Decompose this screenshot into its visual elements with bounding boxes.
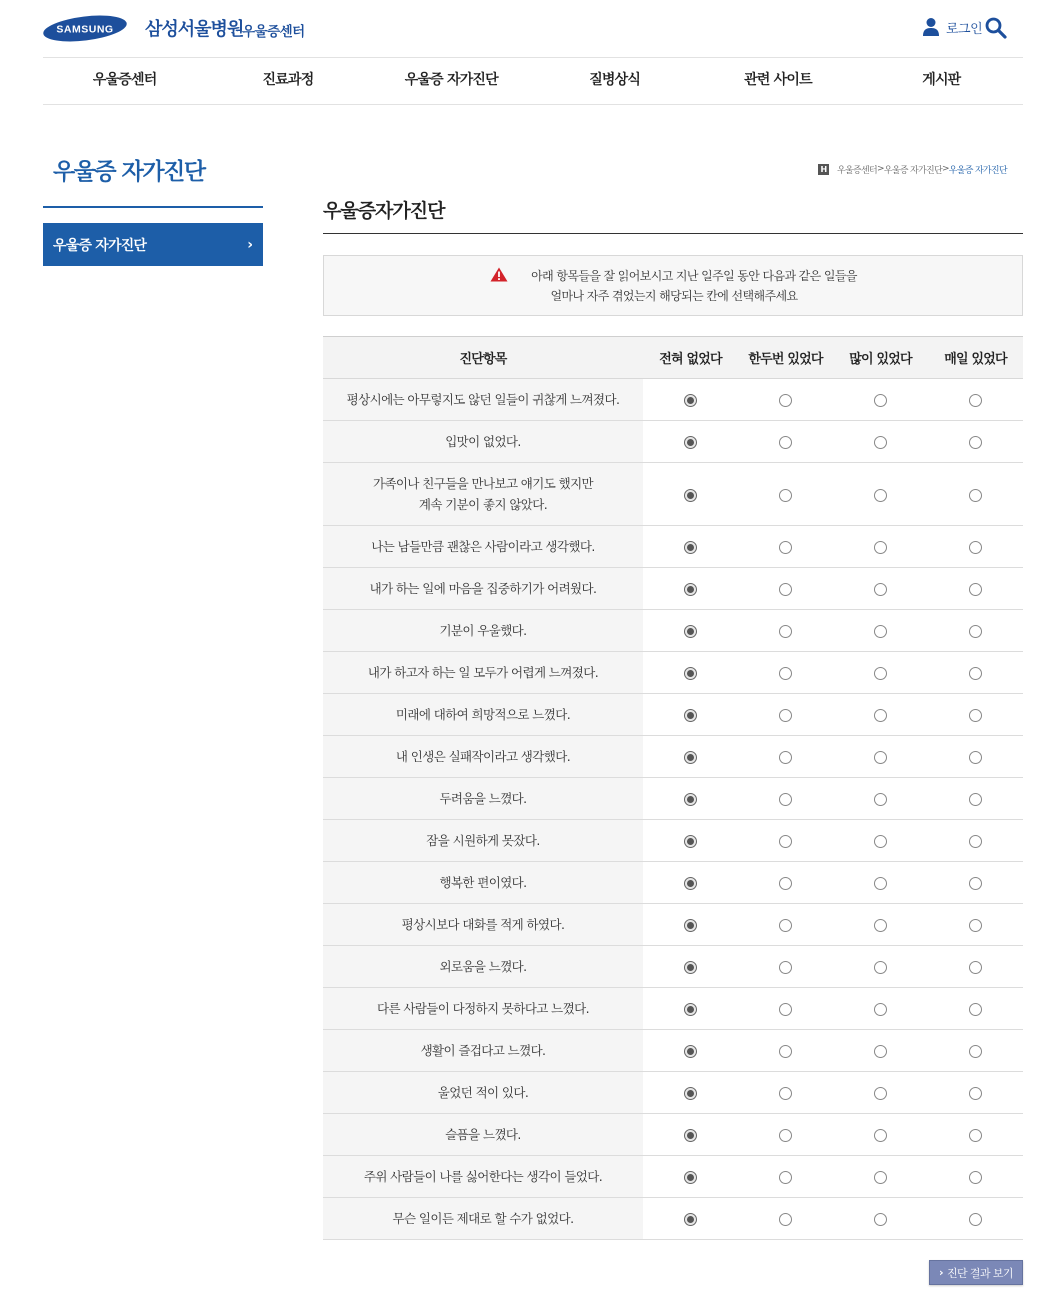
login-label: 로그인 — [946, 21, 983, 37]
user-icon — [922, 17, 940, 37]
column-header-every-day: 매일 있었다 — [928, 337, 1023, 379]
answer-cell — [738, 421, 833, 463]
answer-cell — [643, 1072, 738, 1114]
answer-cell — [738, 820, 833, 862]
answer-radio[interactable] — [684, 919, 697, 932]
answer-cell — [643, 946, 738, 988]
table-row — [323, 1156, 1023, 1198]
answer-radio[interactable] — [684, 877, 697, 890]
answer-cell — [928, 904, 1023, 946]
answer-radio[interactable] — [969, 877, 982, 890]
column-header-once-or-twice: 한두번 있었다 — [738, 337, 833, 379]
answer-cell — [643, 1030, 738, 1072]
answer-radio[interactable] — [779, 961, 792, 974]
answer-radio[interactable] — [874, 1003, 887, 1016]
answer-radio[interactable] — [779, 1087, 792, 1100]
answer-cell — [833, 778, 928, 820]
answer-radio[interactable] — [684, 1129, 697, 1142]
answer-cell — [643, 568, 738, 610]
answer-radio[interactable] — [874, 709, 887, 722]
answer-radio[interactable] — [779, 394, 792, 407]
answer-cell — [643, 988, 738, 1030]
answer-radio[interactable] — [684, 1045, 697, 1058]
answer-cell — [738, 1198, 833, 1240]
nav-self-diagnosis[interactable]: 우울증 자가진단 — [404, 72, 498, 88]
question-text: 슬픔을 느꼈다. — [445, 1127, 521, 1142]
breadcrumb-current: 우울증 자가진단 — [948, 165, 1007, 176]
table-row — [323, 463, 1023, 526]
answer-cell — [833, 1030, 928, 1072]
answer-radio[interactable] — [779, 667, 792, 680]
question-cell — [323, 610, 643, 652]
question-cell — [323, 1114, 643, 1156]
answer-cell — [833, 820, 928, 862]
sidebar-title: 우울증 자가진단 — [53, 159, 205, 185]
answer-radio[interactable] — [684, 1087, 697, 1100]
question-text-continued: 계속 기분이 좋지 않았다. — [418, 497, 548, 512]
answer-cell — [643, 379, 738, 421]
answer-cell — [738, 379, 833, 421]
answer-radio[interactable] — [684, 436, 697, 449]
answer-cell — [928, 988, 1023, 1030]
answer-cell — [738, 988, 833, 1030]
answer-radio[interactable] — [874, 877, 887, 890]
answer-cell — [738, 1114, 833, 1156]
question-text: 내 인생은 실패작이라고 생각했다. — [395, 749, 571, 764]
answer-radio[interactable] — [874, 1129, 887, 1142]
answer-cell — [738, 946, 833, 988]
question-cell — [323, 1198, 643, 1240]
answer-cell — [928, 820, 1023, 862]
question-text: 무슨 일이든 제대로 할 수가 없었다. — [392, 1211, 574, 1226]
answer-cell — [928, 1114, 1023, 1156]
answer-radio[interactable] — [969, 1003, 982, 1016]
answer-radio[interactable] — [874, 583, 887, 596]
answer-radio[interactable] — [969, 709, 982, 722]
answer-cell — [738, 652, 833, 694]
instruction-box — [323, 255, 1023, 316]
answer-cell — [833, 652, 928, 694]
question-cell — [323, 568, 643, 610]
question-text: 잠을 시원하게 못잤다. — [426, 833, 540, 848]
answer-radio[interactable] — [969, 1087, 982, 1100]
home-icon[interactable]: H — [818, 164, 829, 175]
answer-cell — [643, 463, 738, 526]
question-text: 평상시에는 아무렇지도 않던 일들이 귀찮게 느껴졌다. — [346, 392, 620, 407]
answer-radio[interactable] — [684, 489, 697, 502]
answer-cell — [928, 1072, 1023, 1114]
question-cell — [323, 946, 643, 988]
table-row — [323, 694, 1023, 736]
answer-cell — [738, 904, 833, 946]
question-text: 다른 사람들이 다정하지 못하다고 느꼈다. — [377, 1001, 589, 1016]
answer-cell — [833, 694, 928, 736]
answer-cell — [643, 778, 738, 820]
answer-radio[interactable] — [779, 541, 792, 554]
table-row — [323, 1030, 1023, 1072]
answer-radio[interactable] — [874, 793, 887, 806]
answer-radio[interactable] — [779, 1003, 792, 1016]
answer-cell — [643, 736, 738, 778]
answer-radio[interactable] — [684, 583, 697, 596]
answer-cell — [833, 862, 928, 904]
answer-radio[interactable] — [874, 394, 887, 407]
answer-cell — [833, 568, 928, 610]
question-text: 행복한 편이였다. — [439, 875, 527, 890]
answer-radio[interactable] — [874, 919, 887, 932]
question-cell — [323, 862, 643, 904]
answer-radio[interactable] — [874, 489, 887, 502]
answer-radio[interactable] — [684, 541, 697, 554]
answer-cell — [738, 1072, 833, 1114]
answer-radio[interactable] — [969, 1171, 982, 1184]
answer-radio[interactable] — [969, 751, 982, 764]
answer-cell — [928, 1030, 1023, 1072]
answer-cell — [738, 463, 833, 526]
question-text: 나는 남들만큼 괜찮은 사람이라고 생각했다. — [371, 539, 595, 554]
answer-cell — [928, 652, 1023, 694]
answer-radio[interactable] — [684, 709, 697, 722]
answer-cell — [928, 379, 1023, 421]
column-header-often: 많이 있었다 — [833, 337, 928, 379]
breadcrumb-separator: > — [941, 164, 949, 174]
answer-cell — [833, 1198, 928, 1240]
breadcrumb-separator: > — [876, 164, 884, 174]
table-row — [323, 526, 1023, 568]
answer-radio[interactable] — [779, 625, 792, 638]
question-cell — [323, 1072, 643, 1114]
question-text: 생활이 즐겁다고 느꼈다. — [420, 1043, 546, 1058]
question-text: 외로움을 느꼈다. — [439, 959, 527, 974]
answer-radio[interactable] — [969, 1213, 982, 1226]
answer-radio[interactable] — [779, 835, 792, 848]
answer-cell — [928, 463, 1023, 526]
table-row — [323, 820, 1023, 862]
answer-radio[interactable] — [779, 1129, 792, 1142]
question-cell — [323, 904, 643, 946]
answer-radio[interactable] — [969, 793, 982, 806]
answer-radio[interactable] — [684, 793, 697, 806]
question-cell — [323, 463, 643, 526]
answer-cell — [738, 1030, 833, 1072]
instruction-line-2: 얼마나 자주 겪었는지 해당되는 칸에 선택해주세요 — [550, 289, 798, 303]
question-cell — [323, 421, 643, 463]
answer-cell — [928, 778, 1023, 820]
question-text: 기분이 우울했다. — [439, 623, 527, 638]
answer-radio[interactable] — [874, 625, 887, 638]
answer-cell — [643, 1198, 738, 1240]
hospital-name[interactable]: 삼성서울병원 — [145, 19, 244, 40]
answer-radio[interactable] — [874, 436, 887, 449]
answer-radio[interactable] — [874, 1087, 887, 1100]
answer-radio[interactable] — [874, 1213, 887, 1226]
answer-radio[interactable] — [684, 751, 697, 764]
center-name[interactable]: 우울증센터 — [242, 24, 305, 40]
answer-radio[interactable] — [684, 835, 697, 848]
answer-radio[interactable] — [874, 751, 887, 764]
nav-treatment-process[interactable]: 진료과정 — [262, 72, 314, 88]
answer-cell — [643, 904, 738, 946]
table-row — [323, 421, 1023, 463]
answer-radio[interactable] — [779, 1213, 792, 1226]
nav-disease-info[interactable]: 질병상식 — [589, 72, 641, 88]
question-cell — [323, 652, 643, 694]
answer-radio[interactable] — [969, 835, 982, 848]
answer-radio[interactable] — [684, 667, 697, 680]
table-row — [323, 778, 1023, 820]
sidebar-divider — [43, 206, 263, 208]
breadcrumb — [818, 162, 1024, 176]
answer-cell — [928, 862, 1023, 904]
answer-radio[interactable] — [874, 1045, 887, 1058]
table-row — [323, 1072, 1023, 1114]
answer-cell — [833, 946, 928, 988]
question-text: 울었던 적이 있다. — [437, 1085, 529, 1100]
table-row — [323, 610, 1023, 652]
answer-cell — [643, 820, 738, 862]
answer-cell — [643, 610, 738, 652]
table-row — [323, 988, 1023, 1030]
answer-radio[interactable] — [779, 751, 792, 764]
answer-radio[interactable] — [874, 961, 887, 974]
question-cell — [323, 820, 643, 862]
answer-radio[interactable] — [969, 436, 982, 449]
answer-cell — [928, 526, 1023, 568]
answer-radio[interactable] — [874, 667, 887, 680]
answer-radio[interactable] — [969, 625, 982, 638]
answer-radio[interactable] — [779, 436, 792, 449]
answer-radio[interactable] — [874, 1171, 887, 1184]
column-header-item: 진단항목 — [323, 337, 643, 379]
view-result-button[interactable] — [929, 1260, 1023, 1285]
answer-cell — [833, 421, 928, 463]
answer-radio[interactable] — [684, 1213, 697, 1226]
sidebar-item-self-diagnosis[interactable] — [43, 223, 263, 266]
answer-cell — [738, 694, 833, 736]
diagnosis-table — [323, 336, 1023, 1240]
chevron-right-icon: › — [939, 1266, 943, 1279]
answer-cell — [928, 421, 1023, 463]
page-title: 우울증자가진단 — [323, 200, 445, 222]
answer-radio[interactable] — [969, 489, 982, 502]
answer-cell — [928, 736, 1023, 778]
answer-cell — [643, 526, 738, 568]
answer-cell — [928, 946, 1023, 988]
table-row — [323, 379, 1023, 421]
answer-cell — [833, 904, 928, 946]
table-row — [323, 736, 1023, 778]
answer-cell — [738, 1156, 833, 1198]
answer-radio[interactable] — [969, 541, 982, 554]
answer-cell — [738, 610, 833, 652]
table-row — [323, 1198, 1023, 1240]
question-cell — [323, 694, 643, 736]
answer-radio[interactable] — [684, 625, 697, 638]
answer-radio[interactable] — [969, 1045, 982, 1058]
answer-radio[interactable] — [969, 1129, 982, 1142]
answer-radio[interactable] — [969, 394, 982, 407]
answer-cell — [833, 463, 928, 526]
view-result-label: 진단 결과 보기 — [946, 1266, 1013, 1280]
answer-radio[interactable] — [874, 541, 887, 554]
instruction-line-1: 아래 항목들을 잘 읽어보시고 지난 일주일 동안 다음과 같은 일들을 — [531, 269, 857, 283]
question-cell — [323, 1156, 643, 1198]
answer-cell — [833, 736, 928, 778]
answer-cell — [643, 694, 738, 736]
question-cell — [323, 736, 643, 778]
answer-radio[interactable] — [779, 709, 792, 722]
question-text: 내가 하고자 하는 일 모두가 어렵게 느껴졌다. — [367, 665, 599, 680]
question-cell — [323, 778, 643, 820]
answer-cell — [928, 1198, 1023, 1240]
answer-cell — [833, 988, 928, 1030]
answer-cell — [738, 568, 833, 610]
question-text: 가족이나 친구들을 만나보고 얘기도 했지만 — [372, 476, 594, 491]
answer-radio[interactable] — [779, 919, 792, 932]
nav-depression-center[interactable]: 우울증센터 — [92, 72, 157, 88]
answer-radio[interactable] — [969, 961, 982, 974]
answer-cell — [643, 862, 738, 904]
breadcrumb-item[interactable]: 우울증센터 — [837, 165, 877, 176]
answer-cell — [928, 694, 1023, 736]
answer-cell — [833, 526, 928, 568]
answer-cell — [833, 379, 928, 421]
answer-radio[interactable] — [684, 1003, 697, 1016]
answer-radio[interactable] — [779, 583, 792, 596]
question-text: 평상시보다 대화를 적게 하였다. — [401, 917, 565, 932]
sidebar-item-label: 우울증 자가진단 — [53, 237, 147, 254]
answer-cell — [928, 568, 1023, 610]
answer-radio[interactable] — [684, 961, 697, 974]
question-cell — [323, 1030, 643, 1072]
nav-related-sites[interactable]: 관련 사이트 — [744, 72, 812, 88]
table-row — [323, 568, 1023, 610]
diagnosis-table-body — [323, 379, 1023, 1240]
answer-cell — [738, 778, 833, 820]
answer-cell — [833, 1156, 928, 1198]
question-text: 주위 사람들이 나를 싫어한다는 생각이 들었다. — [363, 1169, 603, 1184]
answer-cell — [643, 421, 738, 463]
answer-radio[interactable] — [969, 919, 982, 932]
question-cell — [323, 988, 643, 1030]
table-row — [323, 652, 1023, 694]
samsung-logo[interactable] — [42, 14, 128, 43]
table-row — [323, 862, 1023, 904]
table-row — [323, 1114, 1023, 1156]
breadcrumb-item[interactable]: 우울증 자가진단 — [883, 165, 942, 176]
answer-cell — [643, 652, 738, 694]
question-text: 입맛이 없었다. — [445, 434, 521, 449]
table-row — [323, 904, 1023, 946]
answer-cell — [833, 1072, 928, 1114]
answer-cell — [928, 1156, 1023, 1198]
answer-radio[interactable] — [779, 793, 792, 806]
answer-radio[interactable] — [779, 877, 792, 890]
nav-board[interactable]: 게시판 — [922, 72, 961, 88]
answer-radio[interactable] — [684, 394, 697, 407]
question-text: 내가 하는 일에 마음을 집중하기가 어려웠다. — [369, 581, 597, 596]
answer-cell — [833, 610, 928, 652]
table-header-row — [323, 337, 1023, 379]
table-row — [323, 946, 1023, 988]
title-divider — [323, 233, 1023, 234]
login-link[interactable] — [922, 15, 982, 39]
question-text: 두려움을 느꼈다. — [439, 791, 527, 806]
site-header — [0, 0, 1064, 58]
answer-radio[interactable] — [874, 835, 887, 848]
answer-radio[interactable] — [779, 489, 792, 502]
answer-cell — [738, 736, 833, 778]
answer-cell — [643, 1156, 738, 1198]
logo-text: SAMSUNG — [56, 23, 114, 36]
answer-radio[interactable] — [779, 1045, 792, 1058]
question-cell — [323, 379, 643, 421]
column-header-never: 전혀 없었다 — [643, 337, 738, 379]
answer-cell — [643, 1114, 738, 1156]
answer-cell — [738, 526, 833, 568]
search-icon[interactable] — [985, 17, 1007, 39]
answer-radio[interactable] — [779, 1171, 792, 1184]
main-navigation — [43, 57, 1023, 105]
chevron-right-icon: › — [247, 236, 253, 253]
question-text: 미래에 대하여 희망적으로 느꼈다. — [395, 707, 571, 722]
answer-radio[interactable] — [969, 583, 982, 596]
answer-cell — [833, 1114, 928, 1156]
answer-cell — [928, 610, 1023, 652]
question-cell — [323, 526, 643, 568]
answer-cell — [738, 862, 833, 904]
answer-radio[interactable] — [684, 1171, 697, 1184]
answer-radio[interactable] — [969, 667, 982, 680]
